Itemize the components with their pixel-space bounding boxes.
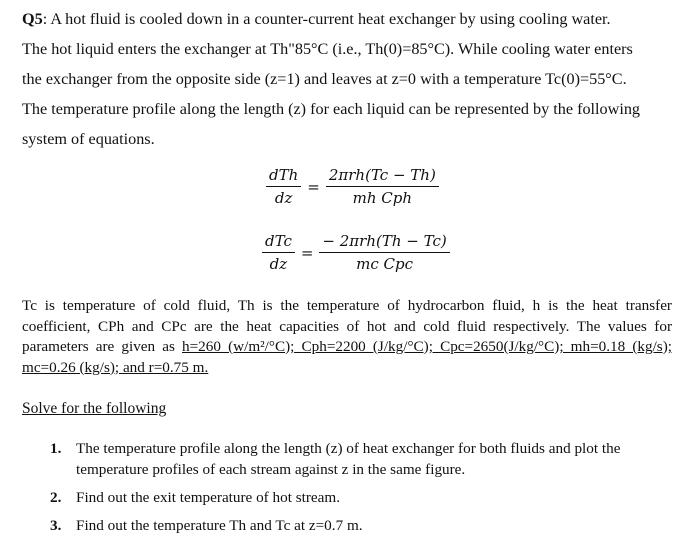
task-number: 1. bbox=[50, 440, 62, 457]
eq1-rhs-denominator: mh Cph bbox=[352, 189, 413, 207]
eq2-rhs-numerator: − 2πrh(Th − Tc) bbox=[319, 232, 449, 253]
equation-cold-stream bbox=[262, 232, 450, 273]
task-number: 3. bbox=[50, 517, 62, 534]
task-number: 2. bbox=[50, 489, 62, 506]
list-item bbox=[50, 438, 675, 480]
eq2-rhs-denominator: mc Cpc bbox=[356, 255, 413, 273]
question-label: Q5 bbox=[22, 10, 43, 28]
parameter-values: h=260 (w/m²/°C); Cph=2200 (J/kg/°C); Cpc=2650(J/kg/°C); mh=0.18 (kg/s); mc=0.26 (kg/s); and r=0.75 m. bbox=[22, 338, 672, 376]
eq1-lhs bbox=[266, 166, 301, 207]
eq1-lhs-numerator: dTh bbox=[266, 166, 301, 187]
list-item bbox=[50, 487, 675, 508]
solve-heading: Solve for the following bbox=[22, 400, 167, 417]
eq2-lhs-denominator: dz bbox=[269, 255, 288, 273]
eq1-rhs-numerator: 2πrh(Tc − Th) bbox=[326, 166, 439, 187]
task-text: Find out the temperature Th and Tc at z=0.7 m. bbox=[76, 517, 363, 534]
eq1-rhs bbox=[326, 166, 439, 207]
definitions-paragraph bbox=[22, 296, 672, 378]
intro-line-4: The temperature profile along the length (z) for each liquid can be represented by the following bbox=[22, 100, 641, 118]
eq2-lhs-numerator: dTc bbox=[262, 232, 295, 253]
equation-hot-stream bbox=[266, 166, 439, 207]
intro-line-1 bbox=[22, 4, 672, 34]
eq2-rhs bbox=[319, 232, 449, 273]
task-text: The temperature profile along the length (z) of heat exchanger for both fluids and plot the temperature profiles of each stream against z in the same figure. bbox=[76, 440, 621, 478]
intro-line-1-text: : A hot fluid is cooled down in a counter-current heat exchanger by using cooling water. bbox=[42, 10, 611, 28]
list-item bbox=[50, 515, 675, 536]
eq1-equals: = bbox=[307, 177, 320, 196]
intro-line-3: the exchanger from the opposite side (z=1) and leaves at z=0 with a temperature Tc(0)=55°C. bbox=[22, 70, 627, 88]
eq2-equals: = bbox=[300, 243, 314, 262]
task-list bbox=[50, 438, 675, 543]
intro-line-2: The hot liquid enters the exchanger at Th"85°C (i.e., Th(0)=85°C). While cooling water enters bbox=[22, 40, 633, 58]
eq2-lhs bbox=[262, 232, 295, 273]
intro-line-5: system of equations. bbox=[22, 130, 155, 148]
definitions-text: Tc is temperature of cold fluid, Th is the temperature of hydrocarbon fluid, h is the heat transfer coefficient, CPh and CPc are the heat capacities of hot and cold fluid respectively. The values for parameters are given as bbox=[22, 297, 672, 355]
problem-intro bbox=[22, 4, 672, 154]
eq1-lhs-denominator: dz bbox=[274, 189, 293, 207]
task-text: Find out the exit temperature of hot stream. bbox=[76, 489, 341, 506]
